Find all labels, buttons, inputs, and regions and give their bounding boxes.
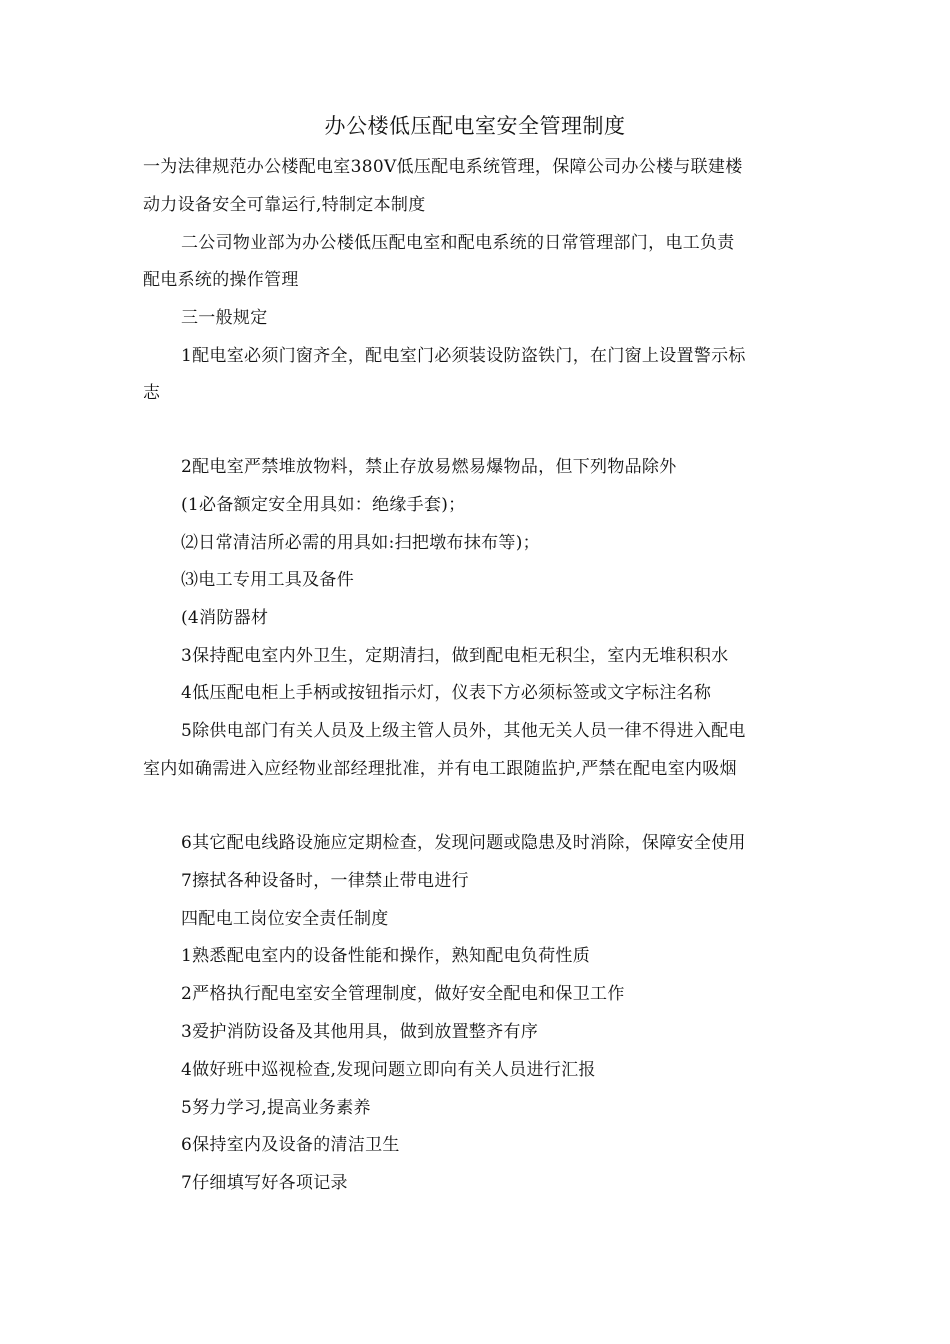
section3-item4: 4低压配电柜上手柄或按钮指示灯，仪表下方必须标签或文字标注名称 — [181, 683, 712, 703]
section3-sub3: ⑶电工专用工具及备件 — [181, 570, 354, 590]
section3-sub1: (1必备额定安全用具如：绝缘手套)； — [181, 495, 466, 515]
section3-item1-line1: 1配电室必须门窗齐全，配电室门必须装设防盗铁门，在门窗上设置警示标 — [181, 346, 746, 366]
section4-item4: 4做好班中巡视检查,发现问题立即向有关人员进行汇报 — [181, 1060, 596, 1080]
section3-heading: 三一般规定 — [181, 308, 268, 328]
section4-item5: 5努力学习,提高业务素养 — [181, 1098, 371, 1118]
section3-item2: 2配电室严禁堆放物料，禁止存放易燃易爆物品，但下列物品除外 — [181, 457, 677, 477]
section4-item6: 6保持室内及设备的清洁卫生 — [181, 1135, 400, 1155]
section3-item3: 3保持配电室内外卫生，定期清扫，做到配电柜无积尘，室内无堆积积水 — [181, 646, 729, 666]
section4-item3: 3爱护消防设备及其他用具，做到放置整齐有序 — [181, 1022, 539, 1042]
section1-line2: 动力设备安全可靠运行,特制定本制度 — [143, 195, 426, 215]
section3-item6: 6其它配电线路设施应定期检查，发现问题或隐患及时消除，保障安全使用 — [181, 833, 746, 853]
section3-item5-line1: 5除供电部门有关人员及上级主管人员外，其他无关人员一律不得进入配电 — [181, 721, 746, 741]
section4-item1: 1熟悉配电室内的设备性能和操作，熟知配电负荷性质 — [181, 946, 591, 966]
section3-item5-line2: 室内如确需进入应经物业部经理批准，并有电工跟随监护,严禁在配电室内吸烟 — [143, 759, 737, 779]
section3-sub2: ⑵日常清洁所必需的用具如:扫把墩布抹布等)； — [181, 533, 540, 553]
section4-item7: 7仔细填写好各项记录 — [181, 1173, 348, 1193]
section1-line1: 一为法律规范办公楼配电室380V低压配电系统管理，保障公司办公楼与联建楼 — [143, 157, 743, 177]
section4-item2: 2严格执行配电室安全管理制度，做好安全配电和保卫工作 — [181, 984, 625, 1004]
document-title: 办公楼低压配电室安全管理制度 — [324, 114, 626, 138]
section4-heading: 四配电工岗位安全责任制度 — [181, 909, 389, 929]
section3-item1-line2: 志 — [143, 383, 161, 403]
section2-line1: 二公司物业部为办公楼低压配电室和配电系统的日常管理部门，电工负责 — [181, 233, 735, 253]
section3-item7: 7擦拭各种设备时，一律禁止带电进行 — [181, 871, 469, 891]
section2-line2: 配电系统的操作管理 — [143, 270, 299, 290]
section3-sub4: (4消防器材 — [181, 608, 269, 628]
